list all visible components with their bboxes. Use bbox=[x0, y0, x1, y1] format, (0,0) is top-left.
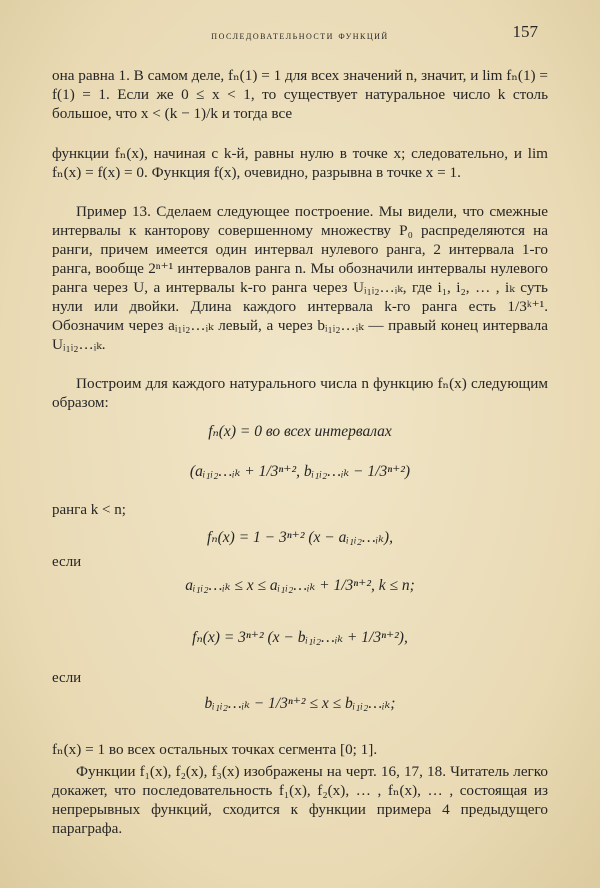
formula-falling: fₙ(x) = 3ⁿ⁺² (x − bᵢ₁ᵢ₂…ᵢₖ + 1/3ⁿ⁺²), bbox=[192, 629, 408, 646]
closing-line-1: fₙ(x) = 1 во всех остальных точках сегмента [0; 1]. bbox=[52, 741, 378, 758]
formula-condition-2: bᵢ₁ᵢ₂…ᵢₖ − 1/3ⁿ⁺² ≤ x ≤ bᵢ₁ᵢ₂…ᵢₖ; bbox=[204, 695, 396, 712]
paragraph-1: она равна 1. В самом деле, fₙ(1) = 1 для всех значений n, значит, и lim fₙ(1) = f(1) = 1. Если же 0 ≤ x < 1, то существует натуральное число k столь большое, что x < (k − 1)/k и тогда все bbox=[52, 67, 548, 122]
label-if-2: если bbox=[52, 670, 82, 686]
label-if-1: если bbox=[52, 554, 82, 570]
running-header: последовательности функций bbox=[211, 28, 389, 42]
closing-paragraph: Функции f₁(x), f₂(x), f₃(x) изображены на черт. 16, 17, 18. Читатель легко докажет, что последовательность f₁(x), f₂(x), … , fₙ(x), … , состоящая из непрерывных функций, сходится к функции примера 4 предыдущего параграфа. bbox=[52, 763, 548, 837]
formula-zero: fₙ(x) = 0 во всех интервалах bbox=[208, 423, 392, 440]
formula-interval: (aᵢ₁ᵢ₂…ᵢₖ + 1/3ⁿ⁺², bᵢ₁ᵢ₂…ᵢₖ − 1/3ⁿ⁺²) bbox=[189, 463, 411, 480]
label-rank: ранга k < n; bbox=[52, 502, 126, 518]
paragraph-2: функции fₙ(x), начиная с k-й, равны нулю в точке x; следовательно, и lim fₙ(x) = f(x) = 0. Функция f(x), очевидно, разрывна в точке x = 1. bbox=[52, 145, 548, 181]
page-number: 157 bbox=[512, 22, 538, 41]
formula-rising: fₙ(x) = 1 − 3ⁿ⁺² (x − aᵢ₁ᵢ₂…ᵢₖ), bbox=[207, 529, 393, 546]
formula-condition-1: aᵢ₁ᵢ₂…ᵢₖ ≤ x ≤ aᵢ₁ᵢ₂…ᵢₖ + 1/3ⁿ⁺², k ≤ n; bbox=[185, 577, 415, 594]
paragraph-example-13: Пример 13. Сделаем следующее построение. Мы видели, что смежные интервалы к канторову совершенному множеству P₀ распределяются на ранги, причем имеется один интервал нулевого ранга, 2 интервала 1-го ранга, вообще 2ⁿ⁺¹ интервалов ранга n. Мы обозначили интервалы нулевого ранга через U, а интервалы k-го ранга через Uᵢ₁ᵢ₂…ᵢₖ, где i₁, i₂, … , iₖ суть нули или двойки. Длина каждого интервала k-го ранга есть 1/3ᵏ⁺¹. Обозначим через aᵢ₁ᵢ₂…ᵢₖ левый, а через bᵢ₁ᵢ₂…ᵢₖ — правый конец интервала Uᵢ₁ᵢ₂…ᵢₖ. bbox=[52, 203, 548, 353]
paragraph-construction: Построим для каждого натурального числа n функцию fₙ(x) следующим образом: bbox=[52, 375, 548, 411]
